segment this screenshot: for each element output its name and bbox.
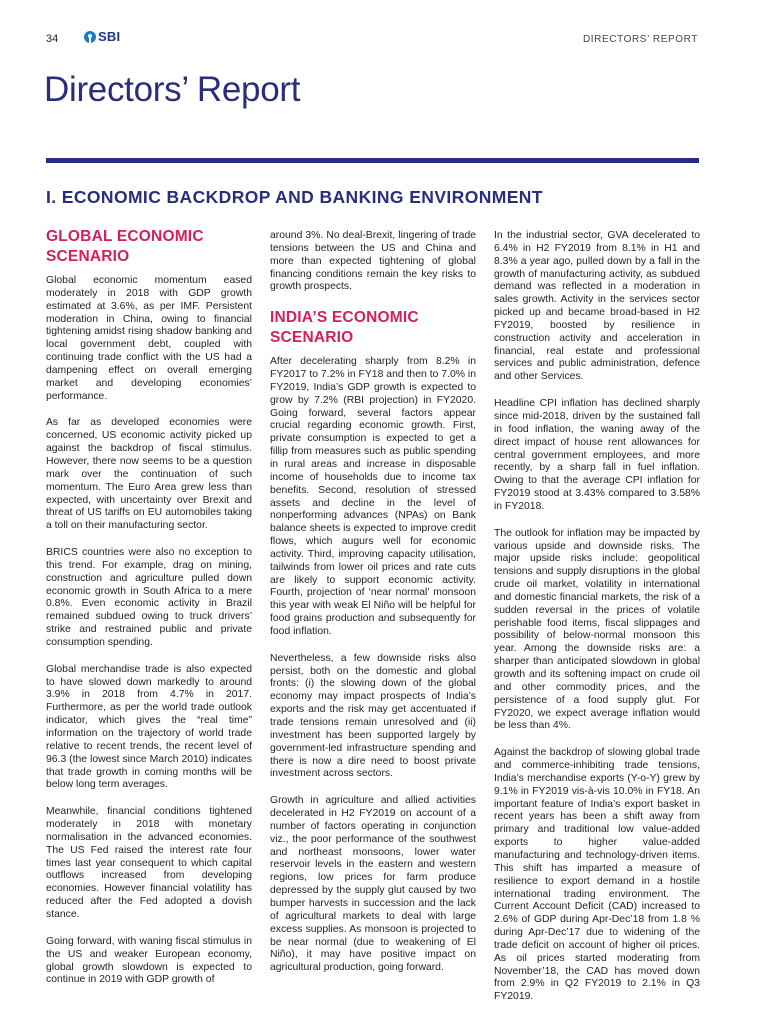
paragraph: Going forward, with waning fiscal stimulus in the US and weaker European economy, global growth slowdown is expected to continue in 2019 with GDP growth of — [46, 935, 252, 986]
paragraph: After decelerating sharply from 8.2% in FY2017 to 7.2% in FY18 and then to 7.0% in FY2019, India’s GDP growth is expected to grow by 7.2% (RBI projection) in FY2020. Going forward, several factors appear crucial regarding economic growth. First, private consumption is expected to get a fillip from measures such as public spending in rural areas and increase in disposable income of households due to income tax benefits. Second, resolution of stressed assets and decline in the level of nonperforming advances (NPAs) on Bank balance sheets is expected to improve credit flows, which augurs well for economic activity. Third, improving capacity utilisation, tailwinds from lower oil prices and rate cuts are likely to support economic activity. Fourth, projection of ‘near normal’ monsoon this year with weak El Niño will be helpful for food grains production and subsequently for food inflation. — [270, 356, 476, 637]
column-2 — [270, 230, 476, 989]
paragraph: Global merchandise trade is also expected to have slowed down markedly to around 3.9% in 2018 from 4.7% in 2017. Furthermore, as per the world trade outlook indicator, which gives the “real time” information on the trajectory of world trade relative to recent trends, the recent level of 96.3 (the lowest since March 2010) indicates that trade growth in coming months will be below long term averages. — [46, 663, 252, 791]
title-divider — [46, 158, 699, 163]
paragraph: Against the backdrop of slowing global trade and commerce-inhibiting trade tensions, India’s merchandise exports (Y-o-Y) grew by 9.1% in FY2019 vis-à-vis 10.0% in FY18. An important feature of India’s export basket in recent years has been a shift away from primary and traditional low value-added exports to higher value-added manufacturing and technology-driven items. This shift has imparted a measure of resilience to export demand in a hostile international trading environment. The Current Account Deficit (CAD) increased to 2.6% of GDP during Apr-Dec’18 from 1.8 % during Apr-Dec’17 due to widening of the trade deficit on account of higher oil prices. As oil prices started moderating from November’18, the CAD has moved down from 2.9% in Q2 FY2019 to 2.1% in Q3 FY2019. — [494, 747, 700, 1003]
paragraph: The outlook for inflation may be impacted by various upside and downside risks. The major upside risks include: geopolitical tensions and supply disruptions in the global crude oil market, volatility in international and domestic financial markets, the risk of a sudden reversal in the prices of volatile perishable food items, fiscal slippages and possibility of below-normal monsoon this year. Among the downside risks are: a sharper than anticipated slowdown in global growth and its softening impact on crude oil and other commodity prices, and the persistence of a food supply glut. For FY2020, we expect average inflation would be less than 4%. — [494, 527, 700, 732]
paragraph: Nevertheless, a few downside risks also persist, both on the domestic and global fronts: (i) the slowing down of the global economy may impact prospects of India’s exports and the risk may get accentuated if trade tensions remain unresolved and (ii) investment has been supported largely by government-led infrastructure spending and there is now a dire need to boost private investment across sectors. — [270, 652, 476, 780]
paragraph: Growth in agriculture and allied activities decelerated in H2 FY2019 on account of a number of factors operating in conjunction viz., the poor performance of the southwest and northeast monsoons, lower water reservoir levels in the eastern and western regions, low prices for farm produce depressed by the supply glut caused by two bumper harvests in succession and the lack of agricultural markets to deal with large excess supplies. As monsoon is projected to be near normal (due to weakening of El Niño), it may have positive impact on agricultural production, going forward. — [270, 795, 476, 974]
paragraph: As far as developed economies were concerned, US economic activity picked up against the backdrop of fiscal stimulus. However, there now seems to be a question mark over the continuation of such momentum. The Euro Area grew less than expected, with uncertainty over Brexit and threat of US tariffs on EU automobiles taking a toll on their manufacturing sector. — [46, 417, 252, 532]
section-heading: I. ECONOMIC BACKDROP AND BANKING ENVIRONMENT — [46, 187, 543, 207]
sbi-logo — [84, 29, 120, 44]
sbi-logo-icon — [84, 31, 96, 43]
paragraph: BRICS countries were also no exception to this trend. For example, drag on mining, construction and agriculture pulled down economic growth in South Africa to a mere 0.8%. Even economic activity in Brazil remained subdued owing to truck drivers’ strike and restrained public and private consumption spending. — [46, 547, 252, 648]
logo-text: SBI — [98, 29, 121, 44]
page-number: 34 — [46, 33, 59, 45]
column-3 — [494, 230, 700, 1018]
global-economic-heading: GLOBAL ECONOMIC SCENARIO — [46, 228, 204, 265]
paragraph: Global economic momentum eased moderately in 2018 with GDP growth estimated at 3.6%, as per IMF. Persistent moderation in China, owing to financial tightening amidst rising shadow banking and local government debt, coupled with continuing trade conflict with the US had a dampening effect on overall emerging market and developing economies’ performance. — [46, 275, 252, 402]
paragraph: Meanwhile, financial conditions tightened moderately in 2018 with monetary normalisation in the advanced economies. The US Fed raised the interest rate four times last year consequent to which capital outflows increased from developing economies. However financial volatility has reduced after the Fed adopted a dovish stance. — [46, 806, 252, 920]
paragraph: Headline CPI inflation has declined sharply since mid-2018, driven by the sustained fall in food inflation, the waning away of the direct impact of house rent allowances for central government employees, and more recently, by a sharp fall in fuel inflation. Owing to that the average CPI inflation for FY2019 stood at 3.43% compared to 3.58% in FY2018. — [494, 398, 700, 512]
running-head: DIRECTORS’ REPORT — [582, 34, 698, 45]
paragraph: In the industrial sector, GVA decelerated to 6.4% in H2 FY2019 from 8.1% in H1 and 8.3% a year ago, pulled down by a fall in the growth of manufacturing activity, as subdued demand was reflected in a moderation in sales growth. Activity in the services sector picked up and became broad-based in H2 FY2019, boosted by resilience in construction activity and acceleration in financial, real estate and professional services and public administration, defence and other Services. — [494, 230, 700, 383]
paragraph: around 3%. No deal-Brexit, lingering of trade tensions between the US and China and more than expected tightening of global financing conditions remain the key risks to growth prospects. — [270, 230, 476, 293]
column-1 — [46, 227, 252, 1001]
page-title: Directors’ Report — [44, 70, 301, 109]
india-economic-heading: INDIA’S ECONOMIC SCENARIO — [270, 309, 419, 347]
